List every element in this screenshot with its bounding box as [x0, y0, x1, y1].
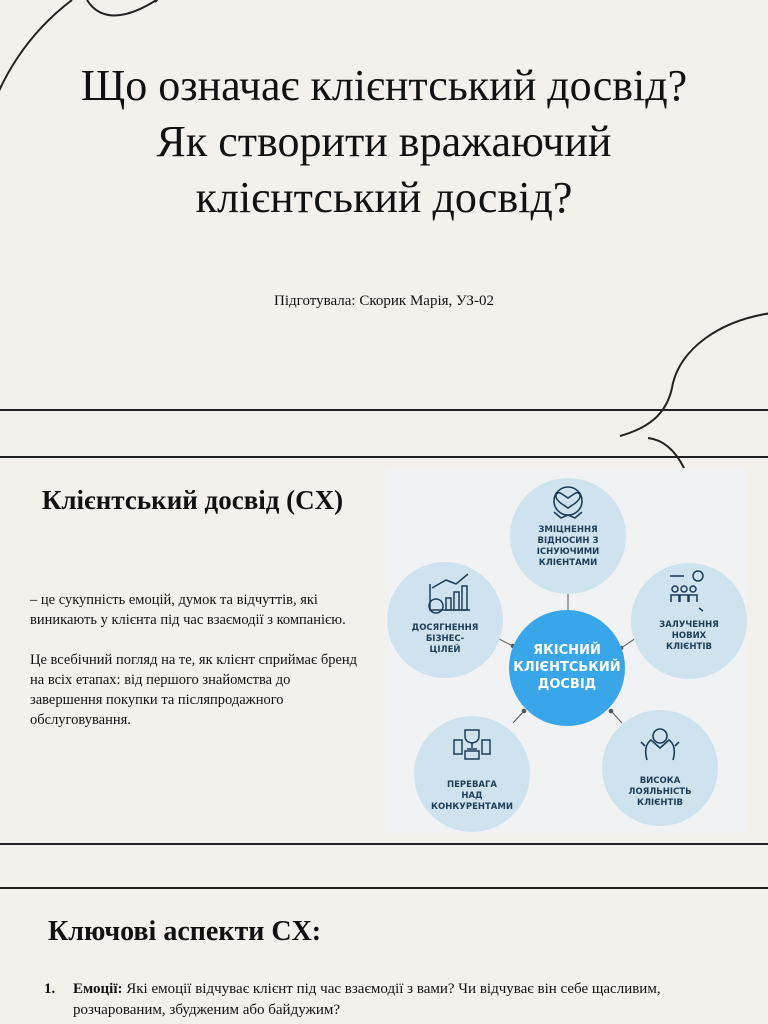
infographic-node — [387, 562, 503, 678]
node-label: ДОСЯГНЕННЯ — [411, 623, 479, 633]
node-label: ЛОЯЛЬНІСТЬ — [628, 787, 692, 797]
aspect-term: Емоції: — [73, 981, 123, 997]
node-label: КЛІЄНТІВ — [666, 642, 712, 652]
node-label: ПЕРЕВАГА — [446, 780, 498, 790]
node-label: ВІДНОСИН З — [537, 536, 599, 546]
center-label: ДОСВІД — [537, 677, 597, 692]
title-slide — [0, 0, 768, 410]
slide-divider — [0, 409, 768, 411]
node-label: НОВИХ — [671, 631, 707, 641]
infographic-node — [631, 563, 747, 679]
list-item — [44, 979, 684, 1021]
infographic-node — [510, 478, 626, 594]
center-label: ЯКІСНИЙ — [533, 643, 601, 658]
node-label: ІСНУЮЧИМИ — [536, 547, 600, 557]
infographic-node — [602, 710, 718, 826]
node-label: БІЗНЕС- — [425, 634, 465, 644]
key-aspects-slide — [0, 888, 768, 1024]
cx-infographic — [385, 468, 747, 833]
cx-heading: Клієнтський досвід (CX) — [41, 485, 344, 515]
definition-paragraph: – це сукупність емоцій, думок та відчуттів, які виникають у клієнта під час взаємодії з компанією. — [30, 592, 346, 628]
infographic-node — [414, 716, 530, 832]
aspect-list — [44, 979, 684, 1021]
aspect-text: Які емоції відчуває клієнт під час взаємодії з вами? Чи відчуває він себе щасливим, розчарованим, збудженим або байдужим? — [73, 981, 661, 1018]
node-label: ВИСОКА — [639, 776, 681, 786]
cx-definition-slide — [0, 457, 768, 843]
slide-divider — [0, 843, 768, 845]
node-label: КЛІЄНТІВ — [637, 798, 683, 808]
explanation-paragraph: Це всебічний погляд на те, як клієнт сприймає бренд на всіх етапах: від першого знайомства до завершення покупки та післяпродажного обслуговування. — [30, 652, 358, 728]
node-label: ЗАЛУЧЕННЯ — [659, 620, 719, 630]
node-label: НАД — [461, 791, 483, 801]
node-label: КЛІЄНТАМИ — [538, 558, 598, 568]
author-subtitle: Підготувала: Скорик Марія, УЗ-02 — [274, 293, 494, 309]
node-label: ЦІЛЕЙ — [429, 645, 461, 655]
list-number: 1. — [44, 981, 56, 997]
key-aspects-heading: Ключові аспекти CX: — [48, 916, 322, 947]
center-label: КЛІЄНТСЬКИЙ — [513, 660, 621, 675]
infographic-center — [509, 610, 625, 726]
page-title: Що означає клієнтський досвід? Як створити вражаючий клієнтський досвід? — [80, 61, 688, 222]
cx-definition-text — [30, 590, 360, 750]
node-label: ЗМІЦНЕННЯ — [538, 525, 598, 535]
node-label: КОНКУРЕНТАМИ — [431, 802, 513, 812]
